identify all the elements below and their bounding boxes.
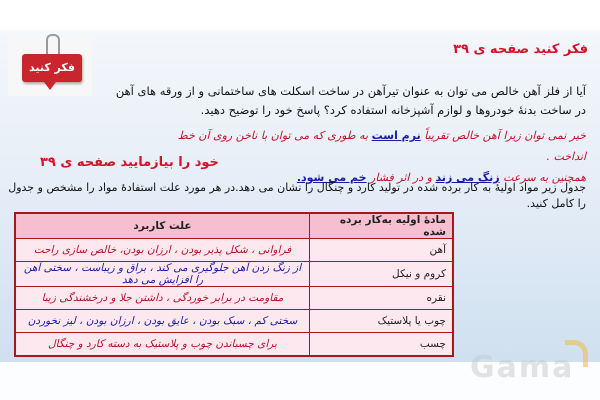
answer-line2-start: همچنین به سرعت <box>499 171 586 184</box>
table-header-row <box>15 213 453 239</box>
answer-line2-mid: و در اثر فشار <box>366 171 436 184</box>
cell-material: چسب <box>310 333 454 357</box>
answer-line1-end: به طوری که می توان با ناخن روی آن خط انداخت . <box>177 129 586 163</box>
cell-material: نقره <box>310 287 454 310</box>
table-row <box>15 262 453 287</box>
header-material: مادهٔ اولیه به‌کار برده شده <box>310 213 454 239</box>
table-row <box>15 333 453 357</box>
section-title-self-test: خود را بیازمایید صفحه ی ۳۹ <box>40 155 219 170</box>
answer-line1-start: خیر نمی توان زیرا آهن خالص تقریباً <box>420 129 586 142</box>
materials-table <box>14 212 454 357</box>
cell-reason: برای چسباندن چوب و پلاستیک به دسته کارد و چنگال <box>15 333 310 357</box>
watermark: Gama <box>470 350 575 385</box>
table-row <box>15 287 453 310</box>
cell-reason: فراوانی ، شکل پذیر بودن ، ارزان بودن، خالص سازی راحت <box>15 239 310 262</box>
cell-material: کروم و نیکل <box>310 262 454 287</box>
answer-highlight-soft: نرم است <box>371 129 421 142</box>
question-text: آیا از فلز آهن خالص می توان به عنوان تیرآهن در ساخت اسکلت های ساختمانی و از ورقه های آهن در ساخت بدنهٔ خودروها و لوازم آشپزخانه استفاده کرد؟ پاسخ خود را توضیح دهید. <box>115 84 586 117</box>
cell-reason: از زنگ زدن آهن جلوگیری می کند ، براق و زیباست ، سختی آهن را افزایش می دهد <box>15 262 310 287</box>
cell-material: آهن <box>310 239 454 262</box>
cell-material: چوب یا پلاستیک <box>310 310 454 333</box>
think-badge-label: فکر کنید <box>22 54 82 82</box>
answer-highlight-rust: زنگ می زند <box>435 171 500 184</box>
table-row <box>15 310 453 333</box>
table-row <box>15 239 453 262</box>
speech-tail-icon <box>44 82 56 90</box>
cell-reason: مقاومت در برابر خوردگی ، داشتن جلا و درخشندگی زیبا <box>15 287 310 310</box>
cell-reason: سختی کم ، سبک بودن ، عایق بودن ، ارزان بودن ، لیز نخوردن <box>15 310 310 333</box>
answer-highlight-bend: خم می شود. <box>296 171 367 184</box>
instruction-text: جدول زیر مواد اولیهٔ به کار برده شده در تولید کارد و چنگال را نشان می دهد.در هر مورد علت استفادهٔ مواد را مشخص و جدول را کامل کنید. <box>8 181 586 210</box>
section-title-think: فکر کنید صفحه ی ۳۹ <box>453 42 588 57</box>
think-badge <box>8 34 92 96</box>
header-reason: علت کاربرد <box>15 213 310 239</box>
top-margin <box>0 0 600 30</box>
